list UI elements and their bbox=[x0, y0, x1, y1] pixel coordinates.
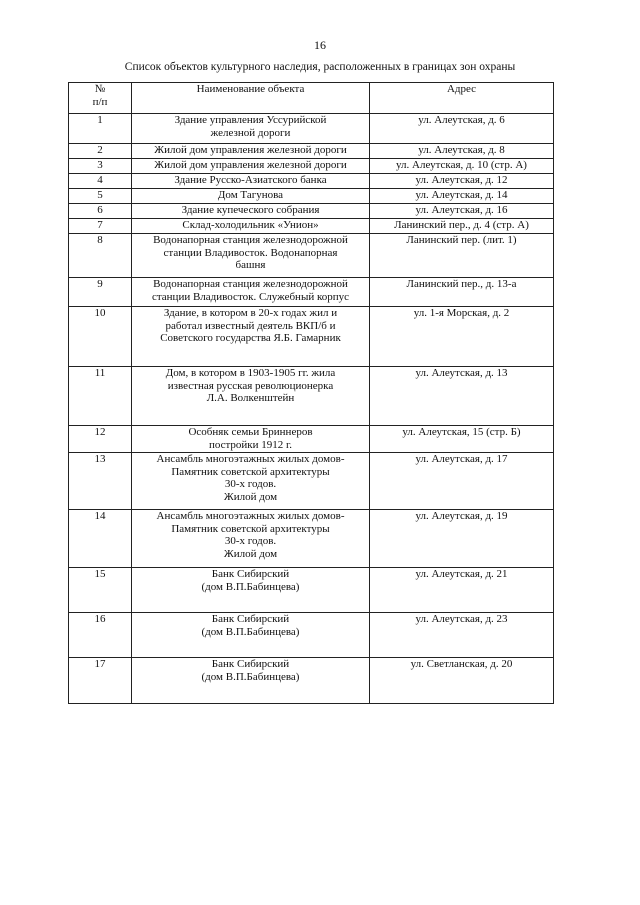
row-address: ул. Алеутская, д. 13 bbox=[370, 367, 554, 426]
table-row bbox=[69, 159, 554, 174]
name-line: Водонапорная станция железнодорожной bbox=[153, 234, 348, 246]
name-line: Здание купеческого собрания bbox=[181, 204, 320, 216]
row-object-name bbox=[132, 568, 370, 613]
name-line: башня bbox=[235, 259, 266, 271]
row-number: 12 bbox=[69, 426, 132, 453]
table-row bbox=[69, 278, 554, 307]
header-number-line: п/п bbox=[92, 95, 108, 108]
table-row bbox=[69, 307, 554, 367]
row-number: 6 bbox=[69, 204, 132, 219]
name-line: Особняк семьи Бриннеров bbox=[188, 426, 313, 438]
table-row bbox=[69, 204, 554, 219]
name-line: Жилой дом управления железной дороги bbox=[154, 159, 347, 171]
header-number bbox=[69, 83, 132, 114]
name-line: железной дороги bbox=[210, 126, 291, 139]
table-row bbox=[69, 367, 554, 426]
row-address: Ланинский пер., д. 4 (стр. А) bbox=[370, 219, 554, 234]
row-object-name bbox=[132, 144, 370, 159]
name-line: Здание Русско-Азиатского банка bbox=[174, 174, 327, 186]
row-object-name bbox=[132, 114, 370, 144]
row-number: 8 bbox=[69, 234, 132, 278]
row-address: ул. Алеутская, 15 (стр. Б) bbox=[370, 426, 554, 453]
row-address: ул. Алеутская, д. 12 bbox=[370, 174, 554, 189]
heritage-objects-table bbox=[68, 82, 554, 704]
row-address: ул. Алеутская, д. 17 bbox=[370, 453, 554, 510]
row-object-name bbox=[132, 613, 370, 658]
row-object-name bbox=[132, 189, 370, 204]
page-number: 16 bbox=[314, 38, 326, 52]
row-object-name bbox=[132, 219, 370, 234]
row-object-name bbox=[132, 453, 370, 510]
table-row bbox=[69, 568, 554, 613]
table-row bbox=[69, 234, 554, 278]
row-address: ул. Алеутская, д. 23 bbox=[370, 613, 554, 658]
table-row bbox=[69, 453, 554, 510]
name-line: (дом В.П.Бабинцева) bbox=[201, 625, 300, 638]
row-address: ул. Алеутская, д. 6 bbox=[370, 114, 554, 144]
name-line: Советского государства Я.Б. Гамарник bbox=[160, 332, 341, 344]
name-line: станции Владивосток. Служебный корпус bbox=[151, 290, 350, 303]
row-object-name bbox=[132, 204, 370, 219]
table-row bbox=[69, 189, 554, 204]
name-line: известная русская революционерка bbox=[167, 379, 334, 392]
table-row bbox=[69, 510, 554, 568]
table-row bbox=[69, 613, 554, 658]
row-address: ул. Алеутская, д. 8 bbox=[370, 144, 554, 159]
name-line: 30-х годов. bbox=[224, 535, 277, 547]
name-line: Склад-холодильник «Унион» bbox=[182, 219, 319, 231]
row-object-name bbox=[132, 174, 370, 189]
name-line: Здание, в котором в 20-х годах жил и bbox=[163, 307, 338, 319]
row-number: 15 bbox=[69, 568, 132, 613]
row-address: ул. Алеутская, д. 21 bbox=[370, 568, 554, 613]
name-line: (дом В.П.Бабинцева) bbox=[201, 670, 300, 683]
row-address: ул. Алеутская, д. 16 bbox=[370, 204, 554, 219]
row-address: ул. Алеутская, д. 19 bbox=[370, 510, 554, 568]
row-object-name bbox=[132, 426, 370, 453]
header-address: Адрес bbox=[370, 83, 554, 114]
row-address: ул. Светланская, д. 20 bbox=[370, 658, 554, 704]
row-object-name bbox=[132, 159, 370, 174]
row-object-name bbox=[132, 658, 370, 704]
name-line: Памятник советской архитектуры bbox=[171, 465, 330, 478]
name-line: Водонапорная станция железнодорожной bbox=[153, 278, 348, 290]
row-number: 17 bbox=[69, 658, 132, 704]
header-object-name: Наименование объекта bbox=[132, 83, 370, 114]
row-number: 1 bbox=[69, 114, 132, 144]
row-address: Ланинский пер., д. 13-а bbox=[370, 278, 554, 307]
row-object-name bbox=[132, 234, 370, 278]
row-number: 3 bbox=[69, 159, 132, 174]
name-line: Жилой дом управления железной дороги bbox=[154, 144, 347, 156]
row-object-name bbox=[132, 510, 370, 568]
table-row bbox=[69, 426, 554, 453]
row-number: 2 bbox=[69, 144, 132, 159]
name-line: Дом, в котором в 1903-1905 гг. жила bbox=[165, 367, 336, 379]
row-number: 9 bbox=[69, 278, 132, 307]
name-line: Банк Сибирский bbox=[211, 613, 290, 625]
row-number: 10 bbox=[69, 307, 132, 367]
name-line: Банк Сибирский bbox=[211, 658, 290, 670]
name-line: Жилой дом bbox=[223, 547, 278, 560]
row-address: Ланинский пер. (лит. 1) bbox=[370, 234, 554, 278]
row-number: 4 bbox=[69, 174, 132, 189]
row-address: ул. Алеутская, д. 14 bbox=[370, 189, 554, 204]
document-title: Список объектов культурного наследия, расположенных в границах зон охраны bbox=[124, 61, 516, 73]
name-line: Памятник советской архитектуры bbox=[171, 522, 330, 535]
table-row bbox=[69, 144, 554, 159]
table-header-row bbox=[69, 83, 554, 114]
table-row bbox=[69, 114, 554, 144]
row-number: 13 bbox=[69, 453, 132, 510]
row-object-name bbox=[132, 307, 370, 367]
name-line: Ансамбль многоэтажных жилых домов- bbox=[156, 510, 345, 522]
name-line: 30-х годов. bbox=[224, 478, 277, 490]
header-number-line: № bbox=[94, 83, 106, 95]
name-line: Дом Тагунова bbox=[217, 189, 284, 201]
name-line: (дом В.П.Бабинцева) bbox=[201, 580, 300, 593]
row-number: 14 bbox=[69, 510, 132, 568]
table-row bbox=[69, 219, 554, 234]
table-row bbox=[69, 174, 554, 189]
name-line: Л.А. Волкенштейн bbox=[206, 392, 295, 404]
row-address: ул. Алеутская, д. 10 (стр. А) bbox=[370, 159, 554, 174]
name-line: Здание управления Уссурийской bbox=[174, 114, 327, 126]
name-line: станции Владивосток. Водонапорная bbox=[163, 246, 338, 259]
row-number: 5 bbox=[69, 189, 132, 204]
name-line: Ансамбль многоэтажных жилых домов- bbox=[156, 453, 345, 465]
row-number: 11 bbox=[69, 367, 132, 426]
name-line: постройки 1912 г. bbox=[208, 438, 293, 451]
row-address: ул. 1-я Морская, д. 2 bbox=[370, 307, 554, 367]
row-number: 7 bbox=[69, 219, 132, 234]
table-row bbox=[69, 658, 554, 704]
name-line: работал известный деятель ВКП/б и bbox=[165, 319, 336, 332]
row-object-name bbox=[132, 367, 370, 426]
row-number: 16 bbox=[69, 613, 132, 658]
name-line: Жилой дом bbox=[223, 490, 278, 503]
name-line: Банк Сибирский bbox=[211, 568, 290, 580]
row-object-name bbox=[132, 278, 370, 307]
